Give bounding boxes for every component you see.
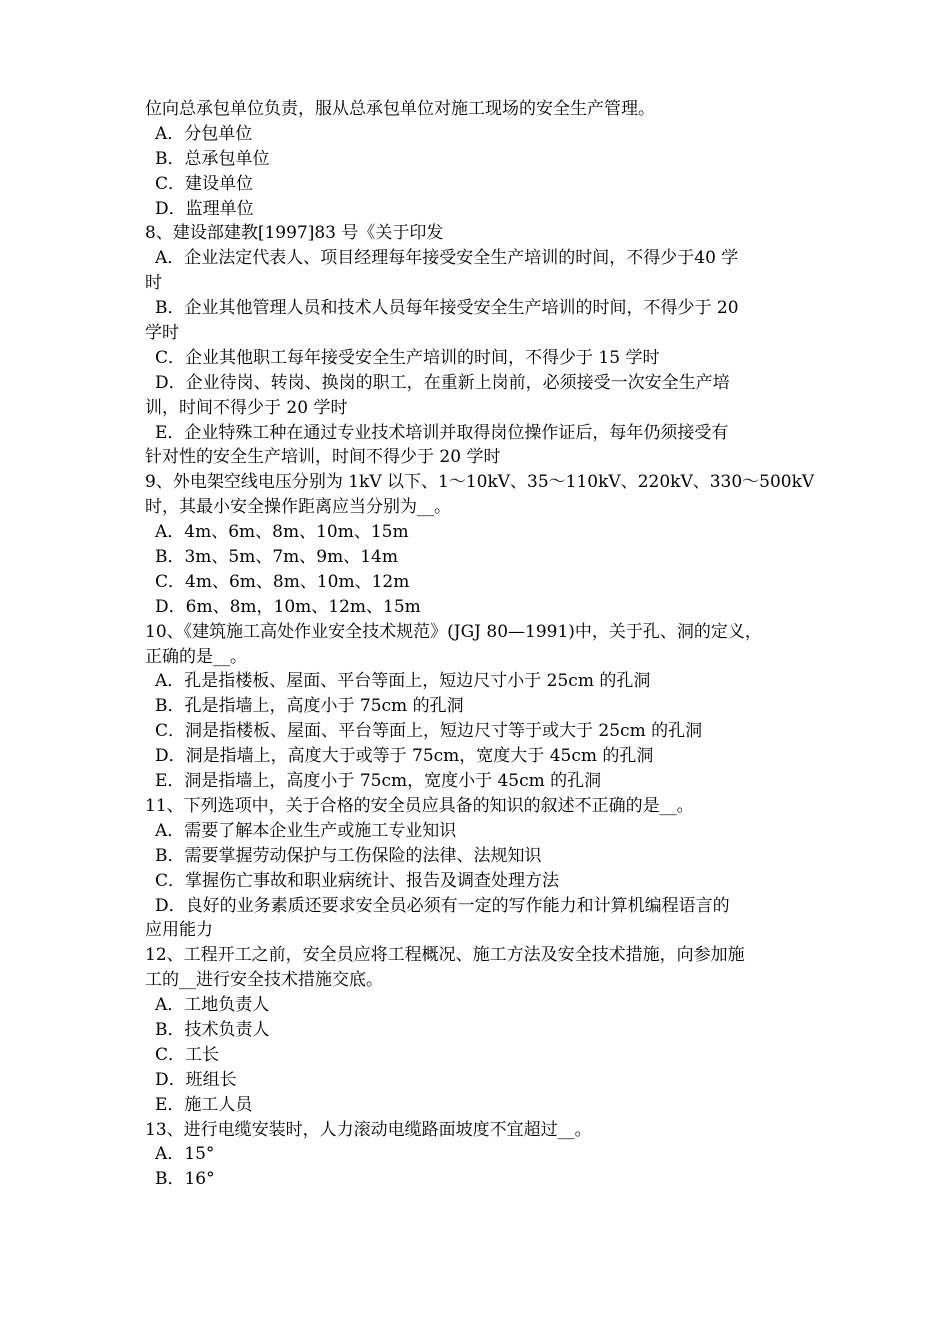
answer-option: C．4m、6m、8m、10m、12m <box>155 571 410 592</box>
answer-option: E．洞是指墙上，高度小于 75cm，宽度小于 45cm 的孔洞 <box>155 771 602 792</box>
answer-option: A．工地负责人 <box>155 995 270 1016</box>
answer-option: B．技术负责人 <box>155 1019 270 1040</box>
answer-option: B．3m、5m、7m、9m、14m <box>155 547 398 568</box>
answer-option: A．孔是指楼板、屋面、平台等面上，短边尺寸小于 25cm 的孔洞 <box>155 671 651 692</box>
answer-option: B．需要掌握劳动保护与工伤保险的法律、法规知识 <box>155 845 542 866</box>
answer-option: A．需要了解本企业生产或施工专业知识 <box>155 820 457 841</box>
question-text: 9、外电架空线电压分别为 1kV 以下、1～10kV、35～110kV、220kV、330～500kV <box>145 472 815 493</box>
question-text: 10、《建筑施工高处作业安全技术规范》(JGJ 80—1991)中，关于孔、洞的定义， <box>145 621 762 642</box>
text-line: 时，其最小安全操作距离应当分别为__。 <box>145 497 451 518</box>
text-line: 正确的是__。 <box>145 646 247 667</box>
answer-option: E．企业特殊工种在通过专业技术培训并取得岗位操作证后，每年仍须接受有 <box>155 422 729 443</box>
answer-option: B．总承包单位 <box>155 148 270 169</box>
text-line: 工的__进行安全技术措施交底。 <box>145 970 383 991</box>
answer-option: D．监理单位 <box>155 198 254 219</box>
answer-option: D．班组长 <box>155 1069 237 1090</box>
answer-option: A．企业法定代表人、项目经理每年接受安全生产培训的时间，不得少于40 学 <box>155 248 739 269</box>
answer-option: D．6m、8m，10m、12m、15m <box>155 596 421 617</box>
text-line: 学时 <box>145 323 179 344</box>
question-text: 8、建设部建教[1997]83 号《关于印发 <box>145 223 444 244</box>
text-line: 应用能力 <box>145 920 213 941</box>
answer-option: D．企业待岗、转岗、换岗的职工，在重新上岗前，必须接受一次安全生产培 <box>155 372 730 393</box>
answer-option: B．企业其他管理人员和技术人员每年接受安全生产培训的时间，不得少于 20 <box>155 298 739 319</box>
answer-option: B．16° <box>155 1169 215 1190</box>
answer-option: D．良好的业务素质还要求安全员必须有一定的写作能力和计算机编程语言的 <box>155 895 730 916</box>
answer-option: A．15° <box>155 1144 215 1165</box>
answer-option: C．洞是指楼板、屋面、平台等面上，短边尺寸等于或大于 25cm 的孔洞 <box>155 721 703 742</box>
question-text: 12、工程开工之前，安全员应将工程概况、施工方法及安全技术措施，向参加施 <box>145 945 745 966</box>
answer-option: C．掌握伤亡事故和职业病统计、报告及调查处理方法 <box>155 870 560 891</box>
document-body <box>145 97 817 1192</box>
answer-option: A．分包单位 <box>155 123 253 144</box>
answer-option: C．工长 <box>155 1044 220 1065</box>
answer-option: B．孔是指墙上，高度小于 75cm 的孔洞 <box>155 696 464 717</box>
answer-option: E．施工人员 <box>155 1094 253 1115</box>
answer-option: A．4m、6m、8m、10m、15m <box>155 522 409 543</box>
text-line: 针对性的安全生产培训，时间不得少于 20 学时 <box>145 447 501 468</box>
question-text: 11、下列选项中，关于合格的安全员应具备的知识的叙述不正确的是__。 <box>145 795 694 816</box>
answer-option: D．洞是指墙上，高度大于或等于 75cm，宽度大于 45cm 的孔洞 <box>155 746 654 767</box>
answer-option: C．企业其他职工每年接受安全生产培训的时间，不得少于 15 学时 <box>155 347 660 368</box>
text-line: 时 <box>145 273 162 294</box>
text-line: 训，时间不得少于 20 学时 <box>145 397 348 418</box>
text-line: 位向总承包单位负责，服从总承包单位对施工现场的安全生产管理。 <box>145 99 655 119</box>
question-text: 13、进行电缆安装时，人力滚动电缆路面坡度不宜超过__。 <box>145 1119 592 1140</box>
answer-option: C．建设单位 <box>155 173 254 194</box>
